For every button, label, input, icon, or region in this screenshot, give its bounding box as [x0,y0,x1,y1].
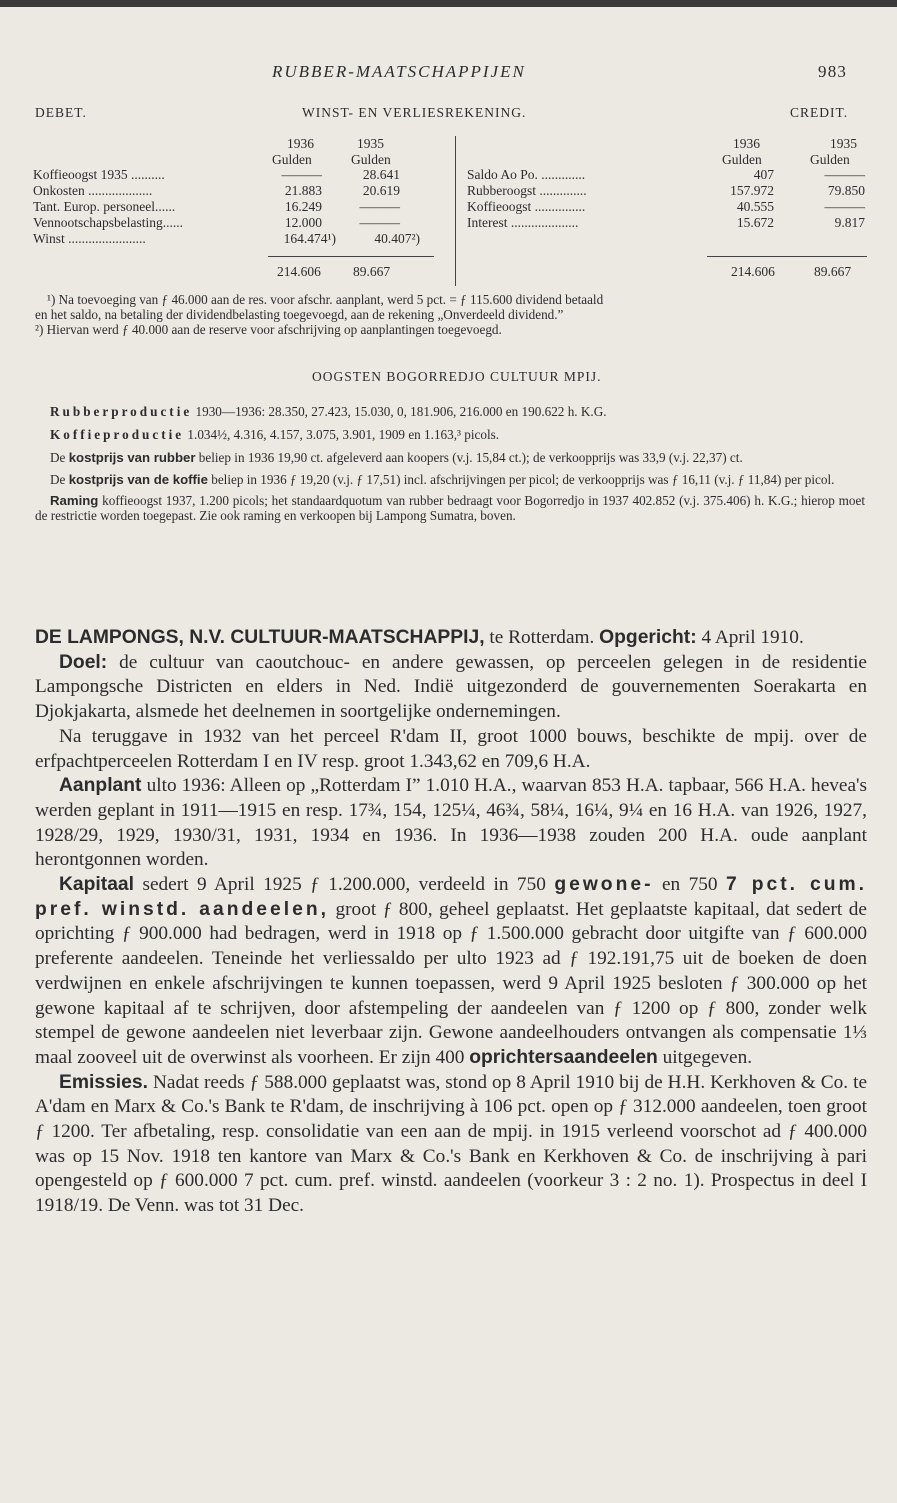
right-unit-1935: Gulden [810,152,850,167]
rubber-cost-label: kostprijs van rubber [68,450,196,466]
credit-row-1936: 15.672 [736,215,774,230]
lampongs-article [35,626,867,1219]
page-edge [0,0,897,7]
coffee-cost [35,472,865,487]
credit-row-label: Koffieoogst ............... [467,199,586,214]
rubber-cost-text: beliep in 1936 19,90 ct. afgeleverd aan koopers (v.j. 15,84 ct.); de verkoopprijs was 33,9 (v.j. 22,37) ct. [195,450,743,466]
footnotes [35,292,865,338]
debet-row-1935: ——— [359,199,400,214]
kapitaal-text-4: uitgegeven. [657,1046,753,1068]
debet-row-1936: 21.883 [284,183,322,198]
coffee-cost-pre: De [50,471,69,487]
emissies-text: Nadat reeds ƒ 588.000 geplaatst was, stond op 8 April 1910 bij de H.H. Kerkhoven & Co. te A'dam en Marx & Co.'s Bank te R'dam, de inschrijving à 106 pct. open op ƒ 312.000 aandeelen, toen groot ƒ 1200. Ter afbetaling, resp. consolidatie van een aan de mpij. in 1915 verleend voorschot ad ƒ 400.000 was op 15 Nov. 1918 ten kantore van Marx & Co.'s Bank en Kerkhoven & Co. de inschrijving à pari opengesteld op ƒ 600.000 7 pct. cum. pref. winstd. aandeelen (voorkeur 3 : 2 no. 1). Prospectus in deel I 1918/19. De Venn. was tot 31 Dec. [35,1071,867,1217]
coffee-production-label: Koffieproductie [50,427,185,443]
credit-row-label: Saldo Ao Po. ............. [467,167,586,182]
debet-row-1935: 28.641 [362,167,400,182]
page-number: 983 [818,62,848,81]
coffee-cost-text: beliep in 1936 ƒ 19,20 (v.j. ƒ 17,51) incl. afschrijvingen per picol; de verkoopprijs was ƒ 16,11 (v.j. ƒ 11,84) per picol. [207,471,835,487]
coffee-production-text: 1.034½, 4.316, 4.157, 3.075, 3.901, 1909 en 1.163,³ picols. [184,427,500,443]
debet-row-1935: ——— [359,215,400,230]
company-heading [35,626,867,651]
right-unit-1936: Gulden [722,152,762,167]
rubber-cost [35,450,865,465]
debet-row-label: Koffieoogst 1935 .......... [33,167,165,182]
credit-row-1935: 9.817 [834,215,865,230]
footnote-2: ²) Hiervan werd ƒ 40.000 aan de reserve voor afschrijving op aanplantingen toegevoegd. [35,322,502,338]
rubber-cost-pre: De [50,450,69,466]
debet-row-1936: ——— [281,167,322,182]
kapitaal-paragraph [35,873,867,1071]
raming-label: Raming [50,492,99,508]
coffee-production [35,427,865,442]
credit-row-1936: 407 [753,167,774,182]
debet-row-1936: 164.474¹) [283,231,336,246]
debet-row-label: Winst ....................... [33,231,146,246]
aanplant-text: ulto 1936: Alleen op „Rotterdam I” 1.010 H.A., waarvan 853 H.A. tapbaar, 566 H.A. hevea's werden geplant in 1911—1915 en resp. 17¾, 154, 125¼, 46¾, 58¼, 16¼, 9¼ en 16 H.A. van 1926, 1927, 1928/29, 1929, 1930/31, 1931, 1934 en 1936. In 1936—1938 zouden 200 H.A. oude aanplant herontgonnen worden. [35,775,867,871]
credit-row-label: Interest .................... [467,215,579,230]
gewone-label: gewone- [554,874,654,896]
running-title: RUBBER-MAATSCHAPPIJEN [272,62,526,81]
credit-total-1935: 89.667 [814,264,852,279]
credit-total-1936: 214.606 [731,264,775,279]
teruggave-paragraph: Na teruggave in 1932 van het perceel R'dam II, groot 1000 bouws, beschikte de mpij. over de erfpachtperceelen Rotterdam I en IV resp. groot 1.343,62 en 709,6 H.A. [35,725,867,772]
credit-row-label: Rubberoogst .............. [467,183,587,198]
left-year-1936: 1936 [287,136,314,151]
credit-label: CREDIT. [790,105,849,120]
raming [35,493,865,523]
left-unit-1936: Gulden [272,152,312,167]
kapitaal-text-1: sedert 9 April 1925 ƒ 1.200.000, verdeeld in 750 [134,874,555,896]
debet-row-1936: 12.000 [284,215,322,230]
oogsten-block [35,404,865,523]
credit-total-rule [707,256,867,257]
rubber-production [35,404,865,419]
debet-total-rule [268,256,434,257]
debet-total-1936: 214.606 [277,264,321,279]
left-unit-1935: Gulden [351,152,391,167]
credit-row-1936: 157.972 [730,183,774,198]
company-location: te Rotterdam. [484,627,600,648]
company-name: DE LAMPONGS, N.V. CULTUUR-MAATSCHAPPIJ, [35,627,485,648]
rubber-production-label: Rubberproductie [50,404,193,419]
raming-text: koffieoogst 1937, 1.200 picols; het standaardquotum van rubber bedraagt voor Bogorredjo in 1937 402.852 (v.j. 375.406) h. K.G.; hierop moet de restrictie worden toegepast. Zie ook raming en verkoopen bij Lampong Sumatra, boven. [35,492,865,524]
pref-label: 7 pct. cum. pref. winstd. aandeelen, [35,874,867,920]
oprichters-label: oprichtersaandeelen [469,1046,658,1068]
doel-label: Doel: [59,651,108,673]
footnote-1-line2: en het saldo, na betaling der dividendbelasting toegevoegd, aan de rekening „Onverdeeld dividend.” [35,307,564,323]
debet-row-1935: 20.619 [362,183,400,198]
aanplant-paragraph [35,774,867,873]
right-year-1935: 1935 [830,136,857,151]
debet-label: DEBET. [35,105,87,120]
credit-row-1936: 40.555 [736,199,774,214]
debet-row-label: Onkosten ................... [33,183,153,198]
left-year-1935: 1935 [357,136,384,151]
debet-total-1935: 89.667 [353,264,391,279]
debet-row-1936: 16.249 [284,199,322,214]
debet-row-1935: 40.407²) [374,231,420,246]
kapitaal-text-2: en 750 [653,874,726,896]
debet-row-label: Tant. Europ. personeel...... [33,199,176,214]
doel-text: de cultuur van caoutchouc- en andere gewassen, op perceelen gelegen in de residentie Lampongsche Districten en elders in Ned. Indië uitgezonderd de gouvernementen Soerakarta en Djokjakarta, alsmede het deelnemen in soortgelijke ondernemingen. [35,651,867,723]
doel-paragraph [35,651,867,725]
oogsten-title: OOGSTEN BOGORREDJO CULTUUR MPIJ. [312,369,602,384]
rubber-production-text: 1930—1936: 28.350, 27.423, 15.030, 0, 181.906, 216.000 en 190.622 h. K.G. [192,404,607,419]
debet-row-label: Vennootschapsbelasting...... [33,215,183,230]
account-title: WINST- EN VERLIESREKENING. [302,105,527,120]
opgericht-label: Opgericht: [599,627,697,648]
credit-row-1935: ——— [824,167,865,182]
emissies-paragraph [35,1071,867,1219]
coffee-cost-label: kostprijs van de koffie [68,471,208,487]
footnote-1-line1: ¹) Na toevoeging van ƒ 46.000 aan de res. voor afschr. aanplant, werd 5 pct. = ƒ 115.600 dividend betaald [47,292,604,307]
emissies-label: Emissies. [59,1071,148,1093]
kapitaal-text-3: groot ƒ 800, geheel geplaatst. Het geplaatste kapitaal, dat sedert de oprichting ƒ 900.000 had bedragen, werd in 1918 op ƒ 1.500.000 gebracht door uitgifte van ƒ 600.000 preferente aandeelen. Teneinde het verliessaldo per ulto 1923 ad ƒ 192.191,75 uit de boeken de doen verdwijnen en enkele afschrijvingen te kunnen toepassen, werd 9 April 1925 besloten ƒ 300.000 op het gewone kapitaal af te schrijven, door afstempeling der aandeelen van ƒ 1200 op ƒ 800, zonder welk stempel de gewone aandeelen niet leverbaar zijn. Gewone aandeelhouders ontvangen als compensatie 1⅓ maal zooveel uit de overwinst als voorheen. Er zijn 400 [35,898,867,1068]
credit-row-1935: ——— [824,199,865,214]
right-year-1936: 1936 [733,136,760,151]
kapitaal-label: Kapitaal [59,874,135,896]
credit-row-1935: 79.850 [827,183,865,198]
account-divider [455,136,456,286]
aanplant-label: Aanplant [59,775,142,797]
opgericht-text: 4 April 1910. [696,627,804,648]
